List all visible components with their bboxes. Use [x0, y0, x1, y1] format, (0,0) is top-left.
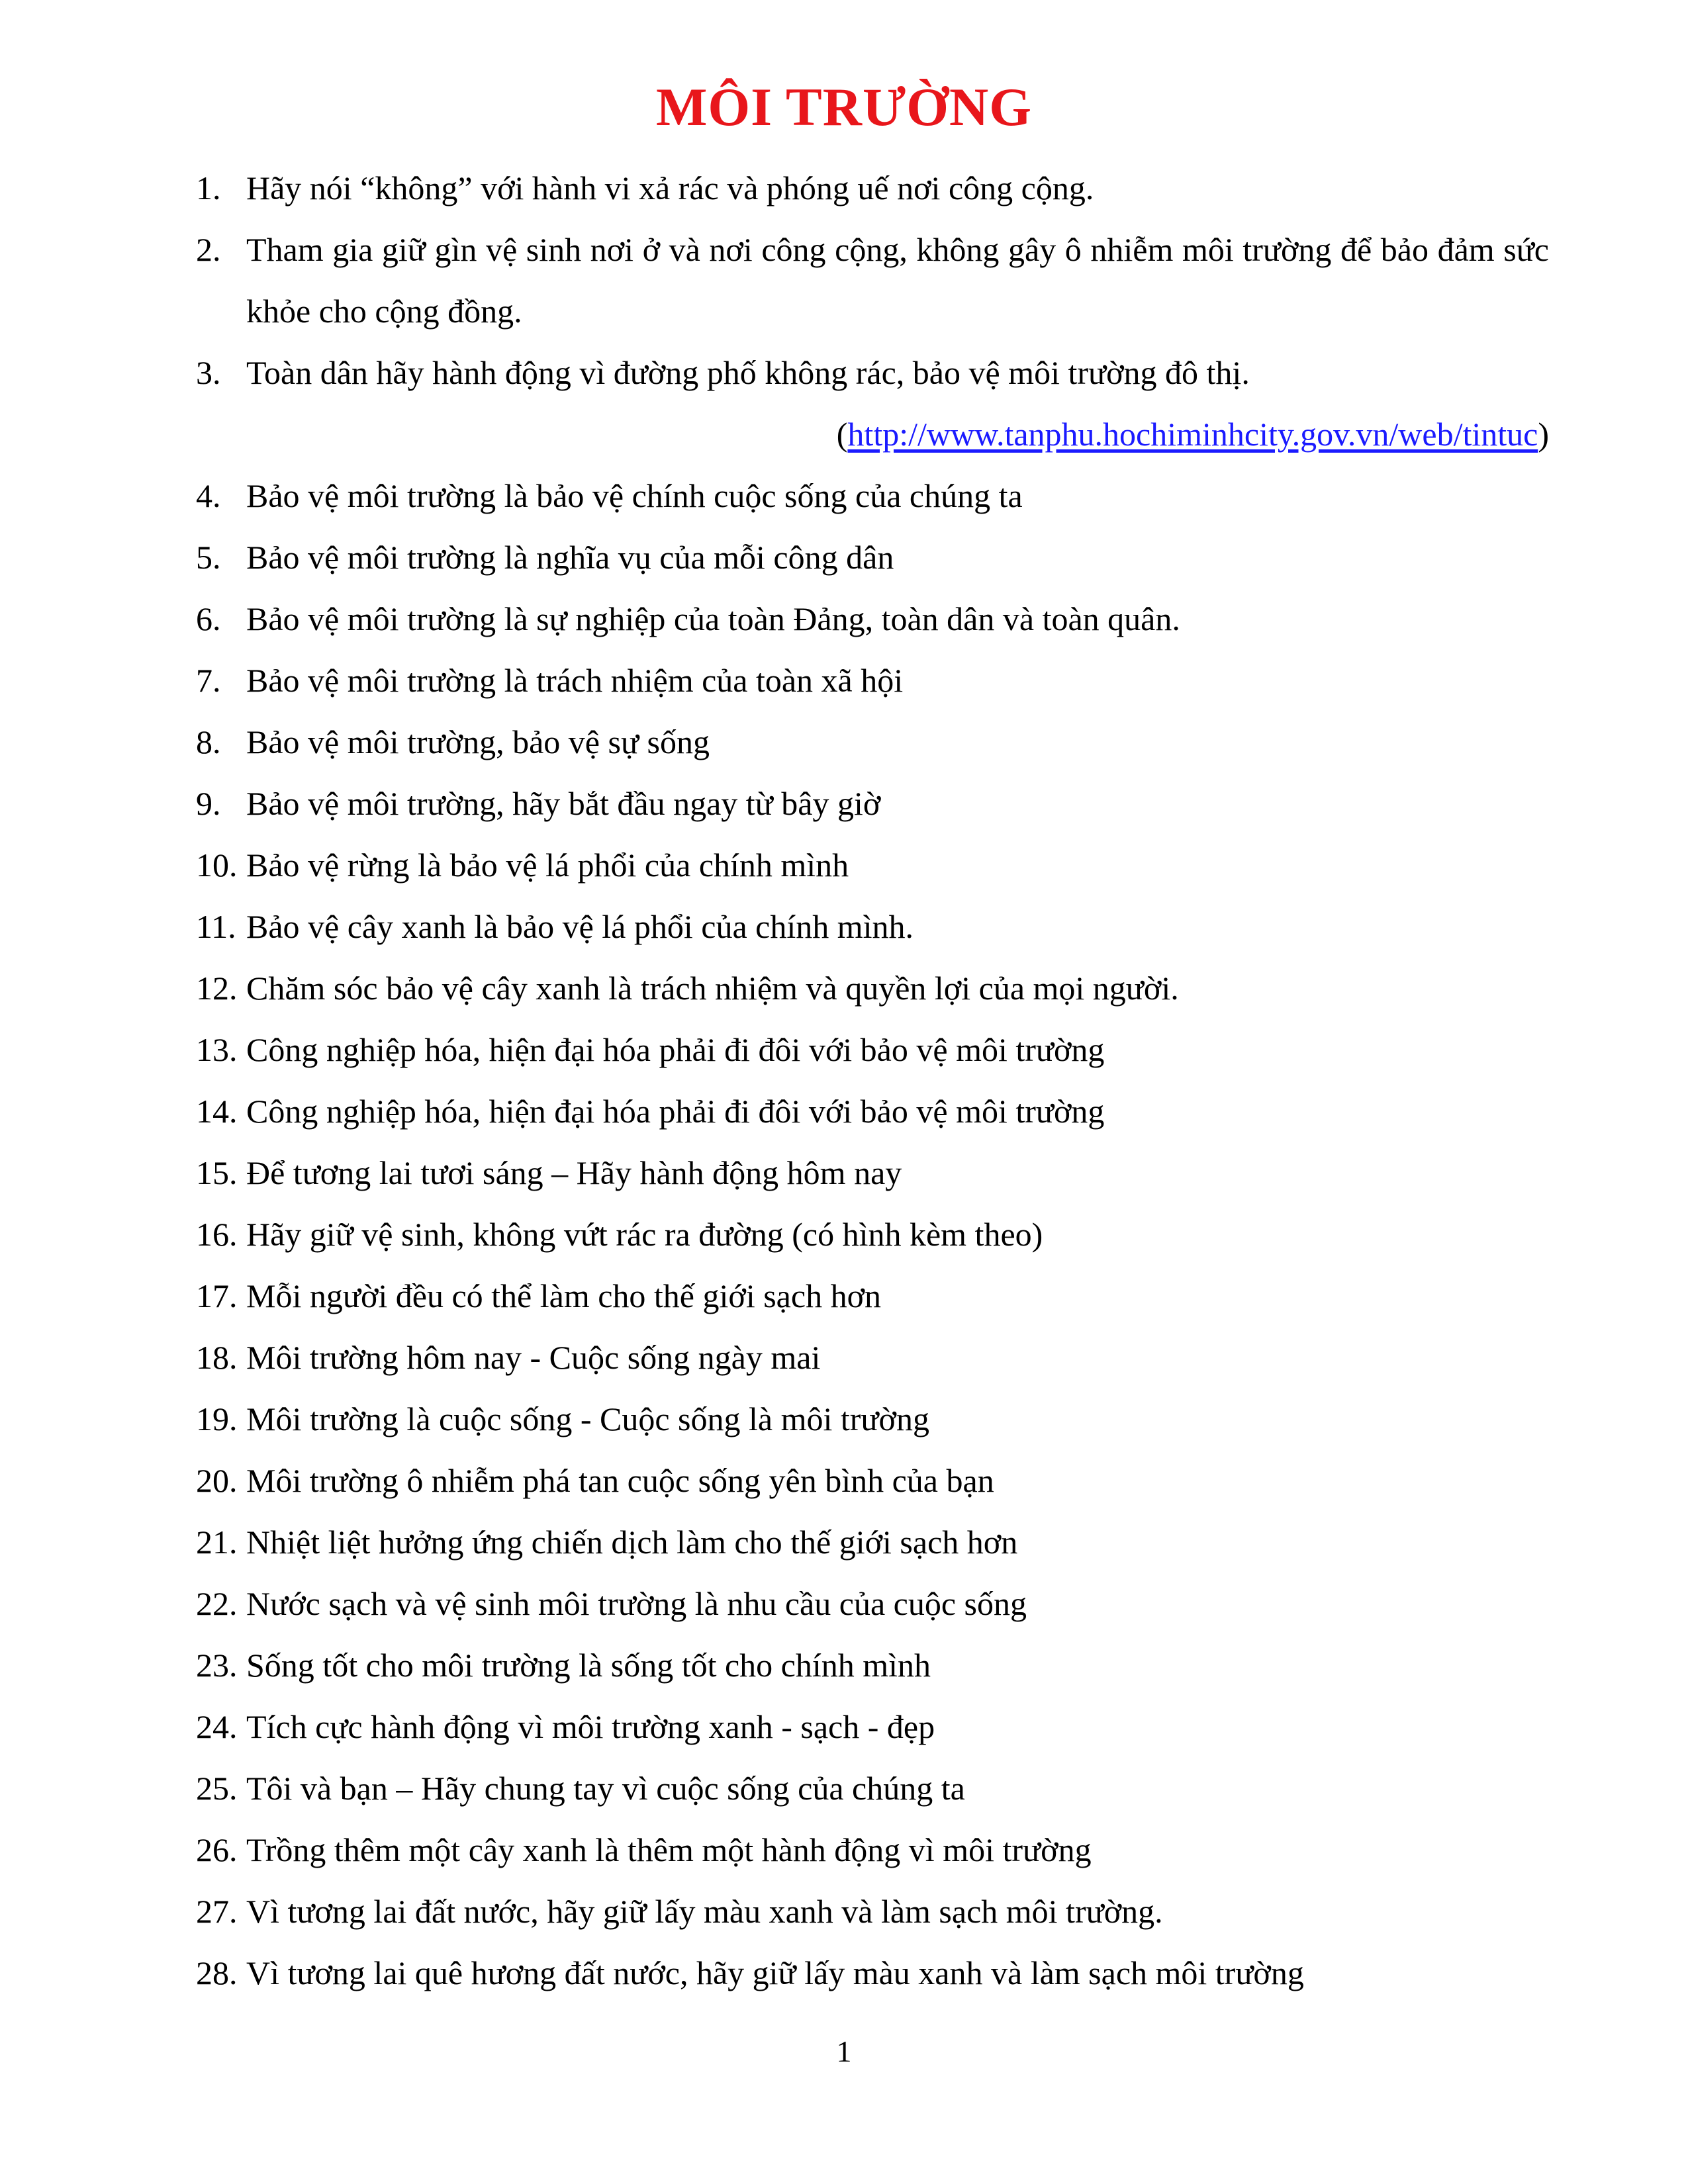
list-item [196, 1758, 1549, 1819]
list-item [196, 158, 1549, 219]
item-number: 11. [196, 908, 236, 945]
item-text: Bảo vệ môi trường là trách nhiệm của toàn xã hội [246, 662, 904, 699]
list-item [196, 1204, 1549, 1265]
item-number: 9. [196, 785, 221, 822]
item-number: 26. [196, 1831, 238, 1868]
item-text: Toàn dân hãy hành động vì đường phố không rác, bảo vệ môi trường đô thị. [246, 354, 1250, 391]
item-number: 5. [196, 539, 221, 576]
item-text: Bảo vệ môi trường là bảo vệ chính cuộc sống của chúng ta [246, 477, 1023, 514]
list-item [196, 1265, 1549, 1327]
item-number: 7. [196, 662, 221, 699]
item-number: 19. [196, 1400, 238, 1437]
item-text: Công nghiệp hóa, hiện đại hóa phải đi đôi với bảo vệ môi trường [246, 1031, 1105, 1068]
list-item [196, 958, 1549, 1019]
list-item [196, 896, 1549, 958]
item-number: 22. [196, 1585, 238, 1622]
item-number: 23. [196, 1647, 238, 1684]
item-text: Vì tương lai quê hương đất nước, hãy giữ lấy màu xanh và làm sạch môi trường [246, 1954, 1304, 1991]
item-number: 28. [196, 1954, 238, 1991]
item-number: 20. [196, 1462, 238, 1499]
page-title: MÔI TRƯỜNG [655, 77, 1033, 137]
item-number: 15. [196, 1154, 238, 1191]
item-text: Chăm sóc bảo vệ cây xanh là trách nhiệm và quyền lợi của mọi người. [246, 970, 1179, 1007]
item-number: 12. [196, 970, 238, 1007]
item-number: 1. [196, 169, 221, 206]
item-text: Nhiệt liệt hưởng ứng chiến dịch làm cho thế giới sạch hơn [246, 1524, 1018, 1561]
item-number: 6. [196, 600, 221, 637]
item-text: Nước sạch và vệ sinh môi trường là nhu cầu của cuộc sống [246, 1585, 1027, 1622]
item-text: Tích cực hành động vì môi trường xanh - sạch - đẹp [246, 1708, 935, 1745]
item-text: Môi trường hôm nay - Cuộc sống ngày mai [246, 1339, 821, 1376]
item-text: Trồng thêm một cây xanh là thêm một hành động vì môi trường [246, 1831, 1092, 1868]
item-number: 24. [196, 1708, 238, 1745]
item-number: 2. [196, 231, 221, 268]
list-item [196, 342, 1549, 404]
list-item [196, 1696, 1549, 1758]
list-item [196, 1327, 1549, 1388]
list-item [196, 711, 1549, 773]
list-item [196, 1573, 1549, 1635]
list-item [196, 1142, 1549, 1204]
item-text: Vì tương lai đất nước, hãy giữ lấy màu xanh và làm sạch môi trường. [246, 1893, 1163, 1930]
item-text: Môi trường là cuộc sống - Cuộc sống là môi trường [246, 1400, 929, 1437]
page-number: 1 [836, 2034, 852, 2068]
list-item [196, 1388, 1549, 1450]
item-text: Bảo vệ môi trường là sự nghiệp của toàn Đảng, toàn dân và toàn quân. [246, 600, 1180, 637]
list-item [196, 527, 1549, 588]
item-text: Hãy giữ vệ sinh, không vứt rác ra đường (có hình kèm theo) [246, 1216, 1043, 1253]
source-citation [196, 404, 1549, 465]
item-number: 13. [196, 1031, 238, 1068]
item-number: 14. [196, 1093, 238, 1130]
item-text: Bảo vệ môi trường, bảo vệ sự sống [246, 723, 710, 760]
item-text: Để tương lai tươi sáng – Hãy hành động hôm nay [246, 1154, 902, 1191]
item-text: Bảo vệ rừng là bảo vệ lá phổi của chính mình [246, 846, 849, 884]
source-open-paren: ( [836, 416, 848, 453]
item-text: Môi trường ô nhiễm phá tan cuộc sống yên bình của bạn [246, 1462, 994, 1499]
list-item [196, 588, 1549, 650]
list-item [196, 1019, 1549, 1081]
item-number: 16. [196, 1216, 238, 1253]
item-number: 3. [196, 354, 221, 391]
item-text: Sống tốt cho môi trường là sống tốt cho chính mình [246, 1647, 931, 1684]
item-number: 18. [196, 1339, 238, 1376]
item-number: 21. [196, 1524, 238, 1561]
item-text: Tôi và bạn – Hãy chung tay vì cuộc sống của chúng ta [246, 1770, 965, 1807]
item-text: Tham gia giữ gìn vệ sinh nơi ở và nơi công cộng, không gây ô nhiễm môi trường để bảo đảm sức khỏe cho cộng đồng. [246, 231, 1549, 330]
list-item [196, 1081, 1549, 1142]
item-text: Công nghiệp hóa, hiện đại hóa phải đi đôi với bảo vệ môi trường [246, 1093, 1105, 1130]
list-item [196, 219, 1549, 342]
item-number: 4. [196, 477, 221, 514]
item-number: 27. [196, 1893, 238, 1930]
list-item [196, 1942, 1549, 2004]
source-close-paren: ) [1538, 416, 1549, 453]
list-item [196, 1881, 1549, 1942]
list-item [196, 1512, 1549, 1573]
list-item [196, 465, 1549, 527]
list-item [196, 835, 1549, 896]
slogan-list [196, 158, 1549, 2004]
list-item [196, 650, 1549, 711]
list-item [196, 773, 1549, 835]
item-text: Bảo vệ môi trường, hãy bắt đầu ngay từ bây giờ [246, 785, 881, 822]
item-text: Bảo vệ cây xanh là bảo vệ lá phổi của chính mình. [246, 908, 914, 945]
item-text: Hãy nói “không” với hành vi xả rác và phóng uế nơi công cộng. [246, 169, 1094, 206]
item-number: 25. [196, 1770, 238, 1807]
source-link[interactable]: http://www.tanphu.hochiminhcity.gov.vn/web/tintuc [847, 416, 1538, 453]
list-item [196, 1819, 1549, 1881]
item-number: 8. [196, 723, 221, 760]
item-text: Bảo vệ môi trường là nghĩa vụ của mỗi công dân [246, 539, 894, 576]
list-item [196, 1635, 1549, 1696]
item-text: Mỗi người đều có thể làm cho thế giới sạch hơn [246, 1277, 882, 1314]
item-number: 17. [196, 1277, 238, 1314]
list-item [196, 1450, 1549, 1512]
item-number: 10. [196, 846, 238, 884]
